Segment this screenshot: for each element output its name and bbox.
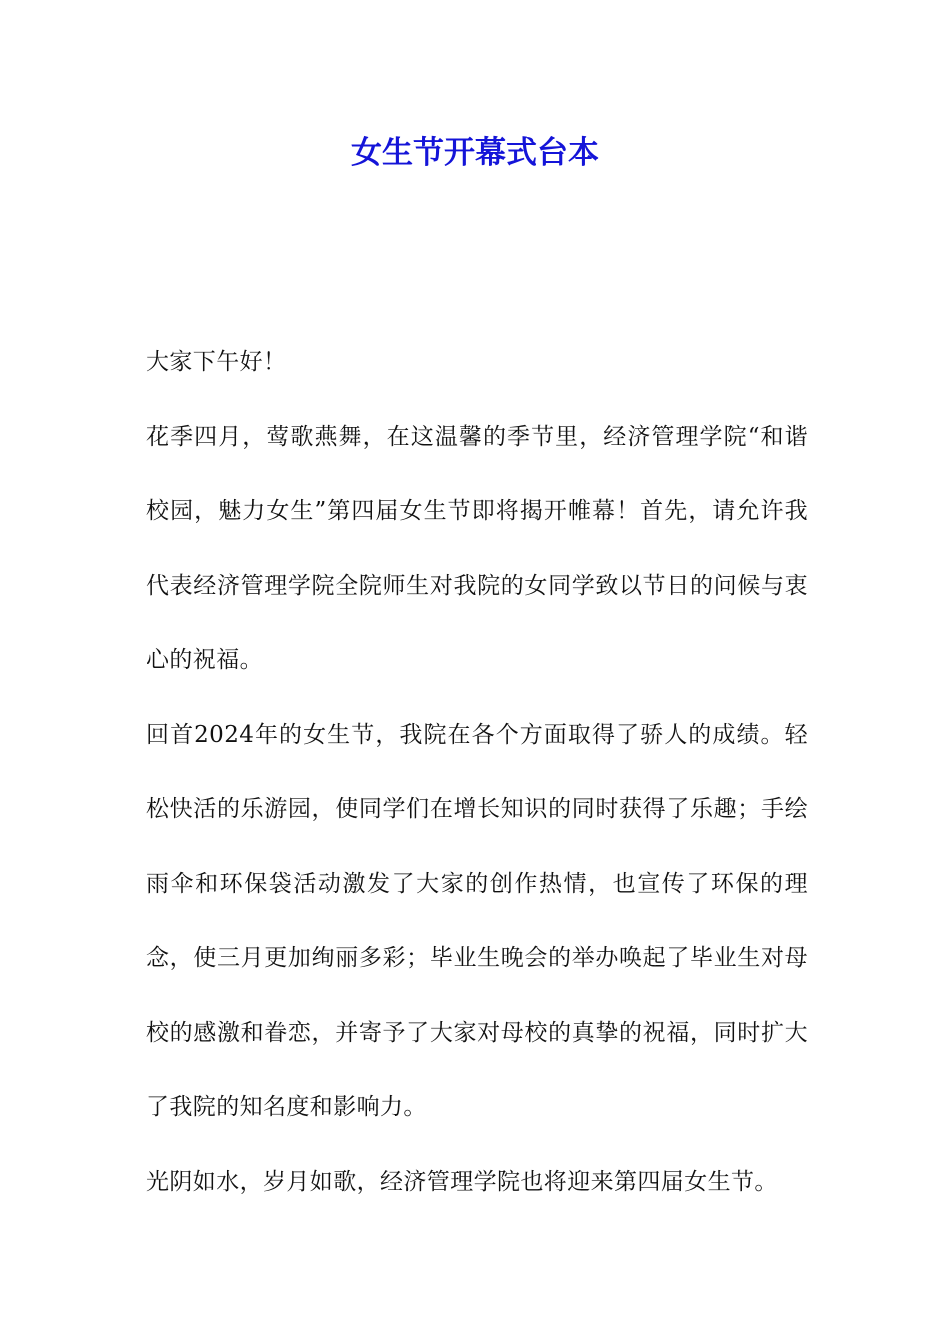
paragraph-opening: 花季四月，莺歌燕舞，在这温馨的季节里，经济管理学院“和谐校园，魅力女生”第四届女生节即将揭开帷幕！首先，请允许我代表经济管理学院全院师生对我院的女同学致以节日的问候与衷心的祝福。	[146, 423, 808, 673]
paragraph-review: 回首2024年的女生节，我院在各个方面取得了骄人的成绩。轻松快活的乐游园，使同学们在增长知识的同时获得了乐趣；手绘雨伞和环保袋活动激发了大家的创作热情，也宣传了环保的理念，使三月更加绚丽多彩；毕业生晚会的举办唤起了毕业生对母校的感激和眷恋，并寄予了大家对母校的真挚的祝福，同时扩大了我院的知名度和影响力。	[146, 721, 808, 1120]
document-body	[146, 325, 808, 1219]
document-title: 女生节开幕式台本	[351, 135, 599, 171]
paragraph-greeting: 大家下午好！	[146, 349, 287, 375]
paragraph-closing: 光阴如水，岁月如歌，经济管理学院也将迎来第四届女生节。	[146, 1168, 778, 1195]
